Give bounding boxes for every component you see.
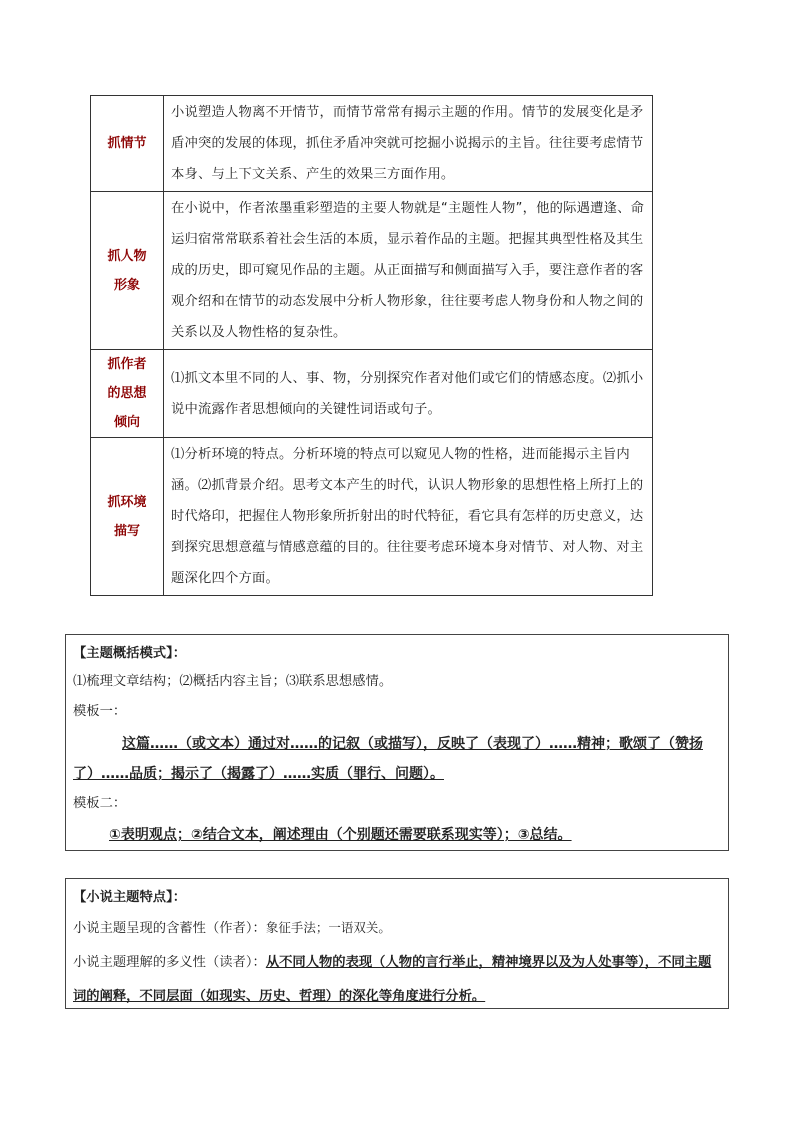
feature-ambiguity xyxy=(73,946,721,1014)
theme-methods-table xyxy=(90,95,653,596)
table-row xyxy=(91,438,653,596)
theme-features-box xyxy=(65,878,729,1009)
method-label-character: 抓人物 形象 xyxy=(91,192,164,350)
template-two-text: ①表明观点；②结合文本，阐述理由（个别题还需要联系现实等）；③总结。 xyxy=(109,827,572,843)
summary-steps: ⑴梳理文章结构；⑵概括内容主旨；⑶联系思想感情。 xyxy=(73,674,393,689)
method-description: ⑴抓文本里不同的人、事、物，分别探究作者对他们或它们的情感态度。⑵抓小说中流露作者思想倾向的关键性词语或句子。 xyxy=(164,350,653,438)
theme-features-title: 【小说主题特点】： xyxy=(73,890,187,905)
theme-summary-title: 【主题概括模式】： xyxy=(73,646,187,661)
theme-summary-box xyxy=(65,634,729,851)
feature-label: 小说主题呈现的含蓄性（作者）： xyxy=(73,921,266,936)
feature-implicitness xyxy=(73,911,721,946)
template-one-text: 这篇……（或文本）通过对……的记叙（或描写），反映了（表现了）……精神；歌颂了（赞扬了）……品质；揭示了（揭露了）……实质（罪行、问题）。 xyxy=(73,736,703,782)
table-row xyxy=(91,192,653,350)
method-label-environment: 抓环境 描写 xyxy=(91,438,164,596)
table-row xyxy=(91,96,653,192)
method-description: 小说塑造人物离不开情节，而情节常常有揭示主题的作用。情节的发展变化是矛盾冲突的发展的体现，抓住矛盾冲突就可挖掘小说揭示的主旨。往往要考虑情节本身、与上下文关系、产生的效果三方面作用。 xyxy=(164,96,653,192)
feature-detail: 象征手法；一语双关。 xyxy=(265,920,391,935)
method-label-plot: 抓情节 xyxy=(91,96,164,192)
template-one-label: 模板一： xyxy=(73,704,127,719)
template-two-label: 模板二： xyxy=(73,796,127,811)
method-description: 在小说中，作者浓墨重彩塑造的主要人物就是“主题性人物”，他的际遇遭逢、命运归宿常常联系着社会生活的本质，显示着作品的主题。把握其典型性格及其生成的历史，即可窥见作品的主题。从正面描写和侧面描写入手，要注意作者的客观介绍和在情节的动态发展中分析人物形象，往往要考虑人物身份和人物之间的关系以及人物性格的复杂性。 xyxy=(164,192,653,350)
method-description: ⑴分析环境的特点。分析环境的特点可以窥见人物的性格，进而能揭示主旨内涵。⑵抓背景介绍。思考文本产生的时代，认识人物形象的思想性格上所打上的时代烙印，把握住人物形象所折射出的时代特征，看它具有怎样的历史意义，达到探究思想意蕴与情感意蕴的目的。往往要考虑环境本身对情节、对人物、对主题深化四个方面。 xyxy=(164,438,653,596)
table-row xyxy=(91,350,653,438)
feature-label: 小说主题理解的多义性（读者）： xyxy=(73,955,266,970)
feature-detail: 从不同人物的表现（人物的言行举止，精神境界以及为人处事等），不同主题词的阐释，不同层面（如现实、历史、哲理）的深化等角度进行分析。 xyxy=(73,955,712,1004)
method-label-author-tendency: 抓作者 的思想 倾向 xyxy=(91,350,164,438)
